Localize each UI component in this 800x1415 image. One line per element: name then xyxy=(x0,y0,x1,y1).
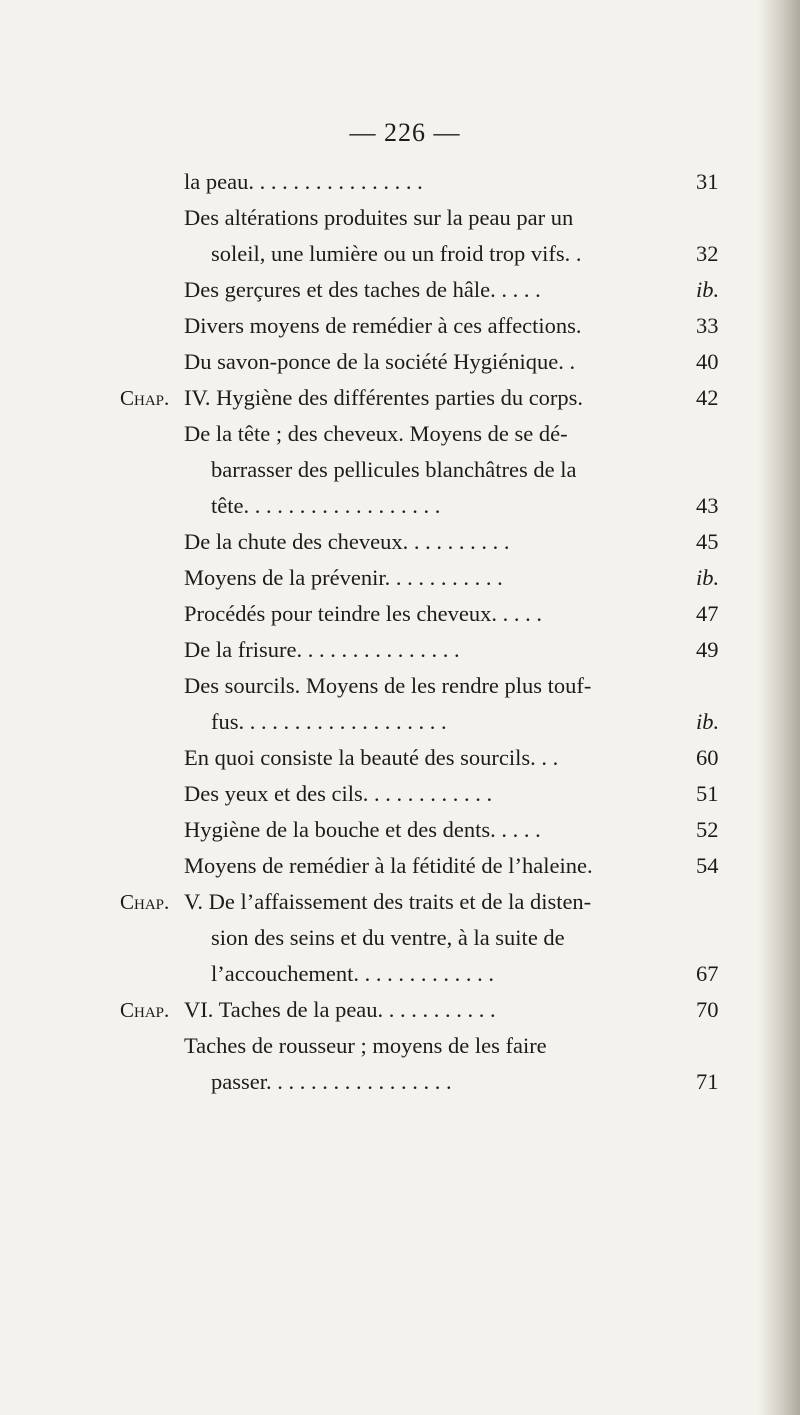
entry-text: Des sourcils. Moyens de les rendre plus touf- xyxy=(184,673,592,698)
entry-page: 70 xyxy=(696,997,719,1022)
entry-text: IV. Hygiène des différentes parties du corps. xyxy=(184,385,584,410)
entry-page: 40 xyxy=(696,349,719,374)
entry-text: Procédés pour teindre les cheveux. . . . . xyxy=(184,601,543,626)
entry-text: barrasser des pellicules blanchâtres de la xyxy=(211,457,577,482)
entry-page: 43 xyxy=(696,493,719,518)
entry-page: ib. xyxy=(696,565,720,590)
entry-text: Moyens de la prévenir. . . . . . . . . . . xyxy=(184,565,503,590)
entry-text: De la tête ; des cheveux. Moyens de se dé- xyxy=(184,421,568,446)
entry-text: Des gerçures et des taches de hâle. . . . . xyxy=(184,277,541,302)
entry-text: soleil, une lumière ou un froid trop vifs. . xyxy=(211,241,582,266)
entry-text: De la chute des cheveux. . . . . . . . . . xyxy=(184,529,510,554)
entry-text: Des altérations produites sur la peau par un xyxy=(184,205,574,230)
entry-text: passer. . . . . . . . . . . . . . . . . xyxy=(211,1069,452,1094)
entry-page: 60 xyxy=(696,745,719,770)
entry-page: 47 xyxy=(696,601,719,626)
entry-text: VI. Taches de la peau. . . . . . . . . . . xyxy=(184,997,496,1022)
entry-text: Du savon-ponce de la société Hygiénique. . xyxy=(184,349,576,374)
entry-text: fus. . . . . . . . . . . . . . . . . . . xyxy=(211,709,447,734)
entry-page: 54 xyxy=(696,853,719,878)
entry-page: 42 xyxy=(696,385,719,410)
entry-page: 45 xyxy=(696,529,719,554)
entry-page: ib. xyxy=(696,709,720,734)
entry-page: ib. xyxy=(696,277,720,302)
entry-text: Moyens de remédier à la fétidité de l’haleine. xyxy=(184,853,593,878)
chapter-label: Chap. xyxy=(120,998,170,1022)
entry-page: 32 xyxy=(696,241,719,266)
page-edge-shadow xyxy=(758,0,800,1415)
entry-text: Des yeux et des cils. . . . . . . . . . . . xyxy=(184,781,493,806)
entry-page: 33 xyxy=(696,313,719,338)
entry-text: Hygiène de la bouche et des dents. . . . . xyxy=(184,817,541,842)
entry-page: 52 xyxy=(696,817,719,842)
entry-text: En quoi consiste la beauté des sourcils. . . xyxy=(184,745,559,770)
chapter-label: Chap. xyxy=(120,890,170,914)
entry-page: 49 xyxy=(696,637,719,662)
entry-page: 67 xyxy=(696,961,719,986)
entry-text: la peau. . . . . . . . . . . . . . . . xyxy=(184,169,423,194)
entry-page: 71 xyxy=(696,1069,719,1094)
entry-text: Divers moyens de remédier à ces affections. xyxy=(184,313,582,338)
entry-text: V. De l’affaissement des traits et de la disten- xyxy=(184,889,592,914)
entry-text: De la frisure. . . . . . . . . . . . . . . xyxy=(184,637,460,662)
entry-text: tête. . . . . . . . . . . . . . . . . . xyxy=(211,493,441,518)
entry-text: sion des seins et du ventre, à la suite de xyxy=(211,925,565,950)
entry-text: l’accouchement. . . . . . . . . . . . . xyxy=(211,961,495,986)
chapter-label: Chap. xyxy=(120,386,170,410)
page-number: — 226 — xyxy=(349,118,461,147)
entry-page: 51 xyxy=(696,781,719,806)
entry-text: Taches de rousseur ; moyens de les faire xyxy=(184,1033,547,1058)
entry-page: 31 xyxy=(696,169,719,194)
